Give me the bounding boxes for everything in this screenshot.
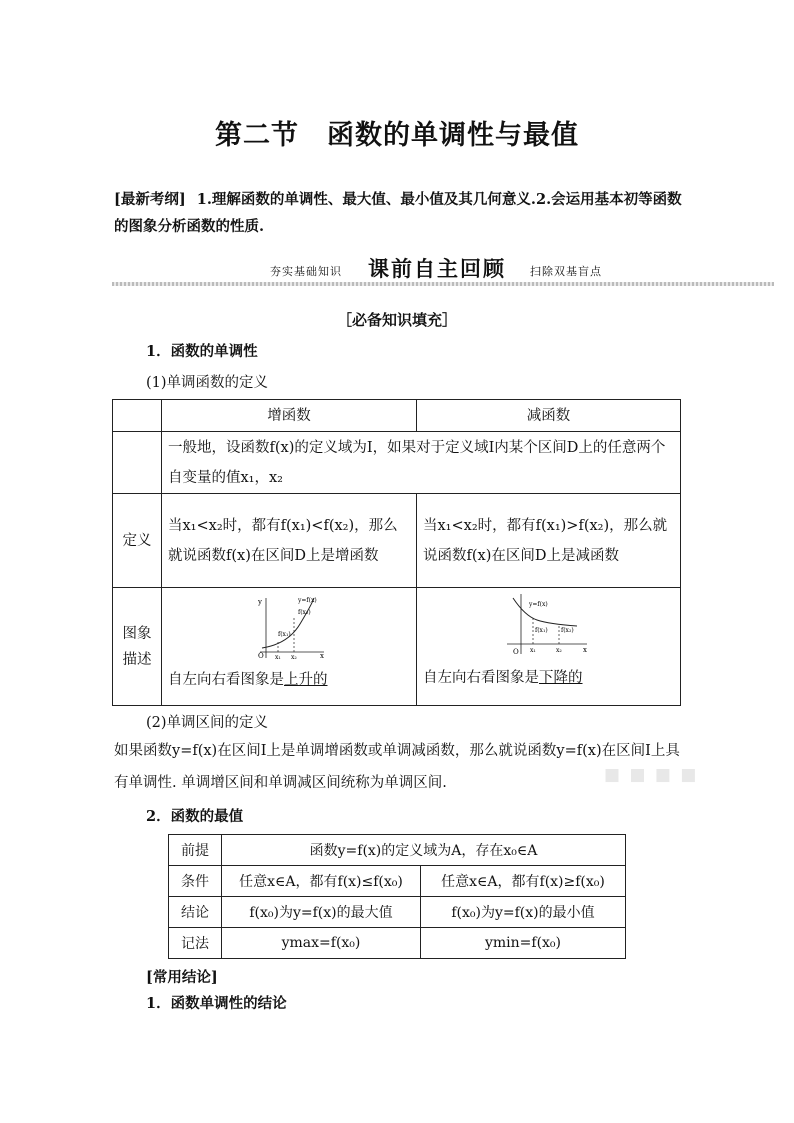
interval-paragraph: 如果函数y=f(x)在区间I上是单调增函数或单调减函数，那么就说函数y=f(x)在区间I上具有单调性. 单调增区间和单调减区间统称为单调区间. [114,743,680,791]
page-title: 第二节 函数的单调性与最值 [215,120,579,151]
conclusion-max: f(x₀)为y=f(x)的最大值 [222,897,421,928]
origin-label: O [258,652,264,660]
increase-caption [168,668,410,692]
watermark: ■ ■ ■ ■ [604,765,699,785]
x-axis-label-2: x [583,646,587,654]
decrease-def: 当x₁<x₂时，都有f(x₁)>f(x₂)，那么就说函数f(x)在区间D上是减函数 [417,494,681,588]
fx2-label: f(x₂) [298,609,311,616]
row-premise: 前提 [169,835,222,866]
outline-label: [最新考纲] [114,191,186,208]
conclusion-min: f(x₀)为y=f(x)的最小值 [421,897,626,928]
decrease-caption-key: 下降的 [539,670,583,686]
exam-outline [114,186,684,240]
x1-label-2: x₁ [530,647,536,654]
row-condition: 条件 [169,866,222,897]
row-graph: 图象描述 [113,588,162,706]
increase-def: 当x₁<x₂时，都有f(x₁)<f(x₂)，那么就说函数f(x)在区间D上是增函数 [162,494,417,588]
outline-text: 1.理解函数的单调性、最大值、最小值及其几何意义.2.会运用基本初等函数的图象分析函数的性质. [114,191,682,235]
decrease-caption [423,666,674,690]
monotone-table [112,399,681,706]
notation-max: ymax=f(x₀) [222,928,421,959]
x2-label-2: x₂ [556,647,562,654]
heading-monotone-conclusion: 1．函数单调性的结论 [146,995,287,1012]
premise: 函数y=f(x)的定义域为A，存在x₀∈A [222,835,626,866]
fx1-label-2: f(x₁) [535,627,548,634]
common-conclusions: [常用结论] [146,969,218,986]
increase-caption-prefix: 自左向右看图象是 [168,672,284,688]
banner-left: 夯实基础知识 [270,265,342,278]
fx2-label-2: f(x₂) [561,627,574,634]
extremum-table [168,834,626,959]
x2-label: x₂ [291,654,297,660]
section-banner [112,255,774,289]
decrease-graph-cell [417,588,681,706]
origin-label-2: O [513,648,519,656]
increase-caption-key: 上升的 [284,672,328,688]
decreasing-graph [503,592,589,658]
banner-right: 扫除双基盲点 [530,265,602,278]
heading-interval-def: (2)单调区间的定义 [146,715,269,731]
fx1-label: f(x₁) [278,631,291,638]
condition-min: 任意x∈A，都有f(x)≥f(x₀) [421,866,626,897]
y-axis-label: y [258,598,262,606]
func-label-2: y=f(x) [529,601,548,608]
heading-extremum: 2．函数的最值 [146,808,244,825]
corner-cell [113,400,162,432]
row-notation: 记法 [169,928,222,959]
heading-monotone-def: (1)单调函数的定义 [146,375,269,391]
banner-center: 课前自主回顾 [368,257,506,281]
decrease-caption-prefix: 自左向右看图象是 [423,670,539,686]
func-label: y=f(x) [298,597,317,604]
general-def: 一般地，设函数f(x)的定义域为I，如果对于定义域I内某个区间D上的任意两个自变量的值x₁，x₂ [162,432,681,494]
knowledge-heading: ［必备知识填充］ [336,311,457,329]
condition-max: 任意x∈A，都有f(x)≤f(x₀) [222,866,421,897]
notation-min: ymin=f(x₀) [421,928,626,959]
row-conclusion: 结论 [169,897,222,928]
col-decrease: 减函数 [417,400,681,432]
heading-monotonicity: 1．函数的单调性 [146,343,258,360]
col-increase: 增函数 [162,400,417,432]
increase-graph-cell [162,588,417,706]
empty-cell [113,432,162,494]
x1-label: x₁ [275,654,281,660]
row-definition: 定义 [113,494,162,588]
x-axis-label: x [320,652,324,660]
increasing-graph [248,594,328,660]
